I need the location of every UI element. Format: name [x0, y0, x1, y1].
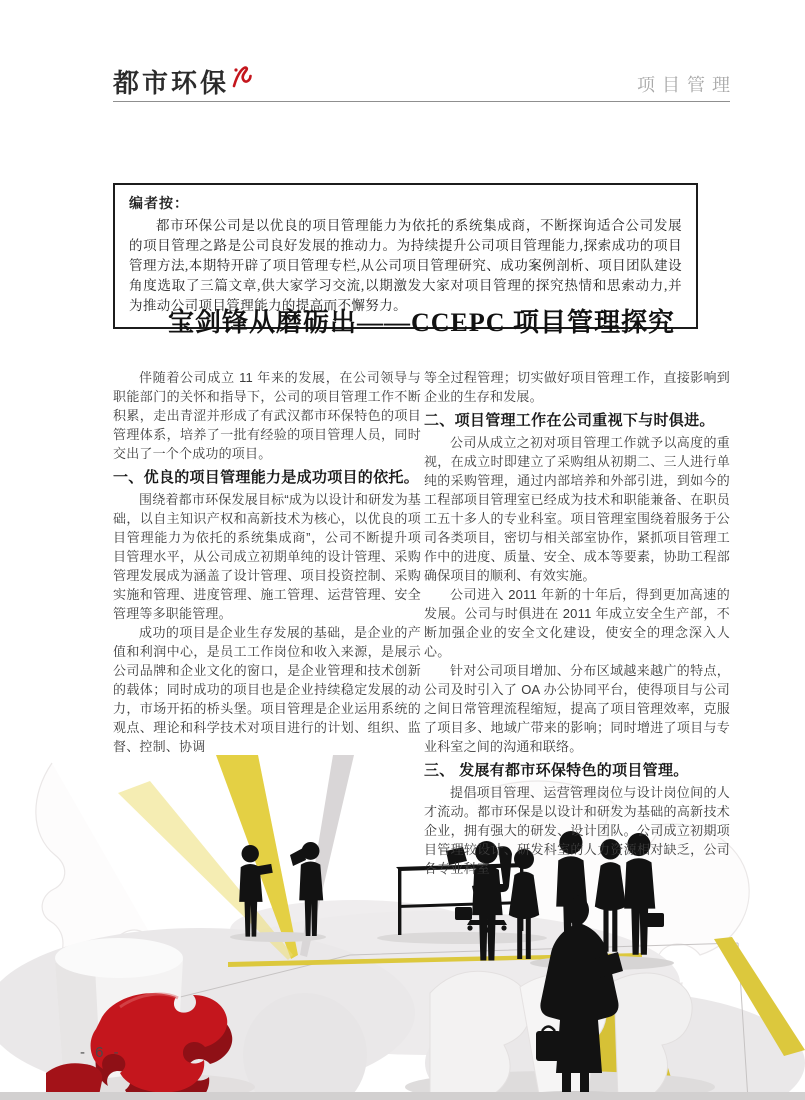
paragraph: 等全过程管理；切实做好项目管理工作，直接影响到企业的生存和发展。 [424, 370, 730, 404]
magazine-brand-title: 都市环保 [113, 68, 230, 98]
paragraph: 公司从成立之初对项目管理工作就予以高度的重视，在成立时即建立了采购组从初期二、三人进行单纯的采购管理，通过内部培养和外部引进，到如今的工程部项目管理室已经成为技术和职能兼备、在职员工五十多人的专业科室。项目管理室围绕着服务于公司各类项目，密切与相关部室协作，紧抓项目管理工作中的进度、质量、安全、成本等要素，协助工程部确保项目的顺利、有效实施。 [424, 435, 730, 583]
paragraph: 伴随着公司成立 11 年来的发展，在公司领导与职能部门的关怀和指导下，公司的项目管理工作不断积累，走出青涩并形成了有武汉都市环保特色的项目管理体系，培养了一批有经验的项目管理人员，同时交出了一个个成功的项目。 [113, 370, 421, 461]
article-column-left [113, 368, 421, 756]
paragraph: 针对公司项目增加、分布区域越来越广的特点，公司及时引入了 OA 办公协同平台，使得项目与公司之间日常管理流程缩短，提高了项目管理效率，克服了项目多、地域广带来的影响；同时增进了项目与专业科室之间的沟通和联络。 [424, 663, 730, 754]
section-heading-3: 三、 发展有都市环保特色的项目管理。 [424, 762, 689, 779]
page-bottom-edge [0, 1092, 805, 1100]
article-title: 宝剑锋从磨砺出——CCEPC 项目管理探究 [167, 308, 676, 337]
paragraph: 围绕着都市环保发展目标“成为以设计和研发为基础，以自主知识产权和高新技术为核心，以优良的项目管理能力为依托的系统集成商”，公司不断提升项目管理水平，从公司成立初期单纯的设计管理、采购管理发展成为涵盖了设计管理、项目投资控制、采购实施和管理、进度管理、施工管理、运营管理、安全管理等多职能管理。 [113, 492, 421, 621]
page-header [113, 60, 737, 102]
brand-wrap [113, 63, 253, 96]
editor-note-label: 编者按： [129, 197, 189, 212]
section-label: 项目管理 [637, 75, 737, 96]
brand-calligraphy-icon [231, 63, 253, 94]
article-column-right [424, 368, 730, 878]
section-heading-2: 二、项目管理工作在公司重视下与时俱进。 [424, 412, 715, 429]
editor-note-body: 都市环保公司是以优良的项目管理能力为依托的系统集成商，不断探询适合公司发展的项目管理之路是公司良好发展的推动力。为持续提升公司项目管理能力,探索成功的项目管理方法,本期特开辟了项目管理专栏,从公司项目管理研究、成功案例剖析、项目团队建设角度选取了三篇文章,供大家学习交流,以期激发大家对项目管理的探究热情和思索动力,并为推动公司项目管理能力的提高而不懈努力。 [129, 218, 682, 313]
paragraph: 公司进入 2011 年新的十年后，得到更加高速的发展。公司与时俱进在 2011 年成立安全生产部，不断加强企业的安全文化建设，使安全的理念深入人心。 [424, 587, 730, 659]
paragraph: 成功的项目是企业生存发展的基础，是企业的产值和利润中心，是员工工作岗位和收入来源，是展示公司品牌和企业文化的窗口，是企业管理和技术创新的载体；同时成功的项目也是企业持续稳定发展的动力，市场开拓的桥头堡。项目管理是企业运用系统的观点、理论和科学技术对项目进行的计划、组织、监督、控制、协调 [113, 625, 421, 754]
section-heading-1: 一、优良的项目管理能力是成功项目的依托。 [113, 469, 420, 486]
paragraph: 提倡项目管理、运营管理岗位与设计岗位间的人才流动。都市环保是以设计和研发为基础的高新技术企业，拥有强大的研发、设计团队。公司成立初期项目管理较设计、研发科室的人力资源相对缺乏，公司各专业科室 [424, 785, 730, 876]
page-number: - 6 - [80, 1044, 122, 1061]
